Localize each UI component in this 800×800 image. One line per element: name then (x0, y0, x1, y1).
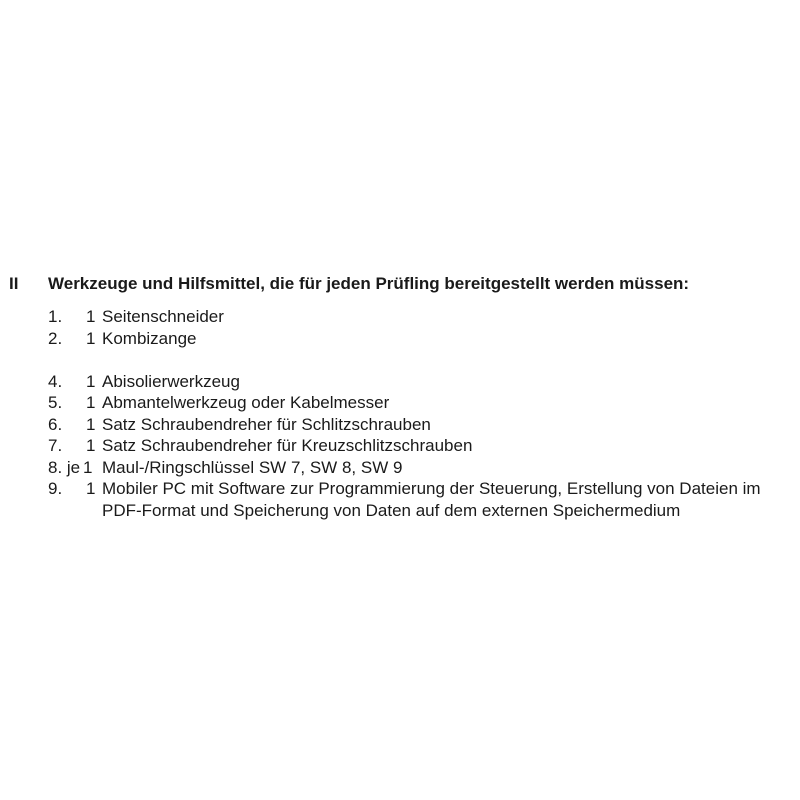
item-text: Abisolierwerkzeug (102, 371, 240, 391)
item-number: 2. (48, 328, 63, 348)
tool-list (0, 306, 800, 521)
item-text: Satz Schraubendreher für Schlitzschrauben (102, 414, 431, 434)
item-number: 6. (48, 414, 63, 434)
item-quantity: 1 (83, 457, 93, 477)
list-item (0, 371, 800, 393)
item-quantity: 1 (86, 479, 96, 498)
item-quantity: 1 (86, 371, 96, 391)
list-item (0, 414, 800, 436)
item-text: Maul-/Ringschlüssel SW 7, SW 8, SW 9 (102, 457, 403, 477)
item-quantity: 1 (86, 328, 96, 348)
item-number: 1. (48, 307, 63, 326)
list-item (0, 457, 800, 479)
item-text: Mobiler PC mit Software zur Programmierung der Steuerung, Erstellung von Dateien im PDF-Format und Speicherung von Daten auf dem externen Speichermedium (102, 479, 761, 520)
item-text: Kombizange (102, 328, 197, 348)
item-number: 8. je (48, 457, 81, 477)
item-number: 5. (48, 393, 63, 412)
list-item (0, 392, 800, 414)
item-text: Satz Schraubendreher für Kreuzschlitzschrauben (102, 436, 473, 455)
item-text: Seitenschneider (102, 307, 224, 326)
list-item (0, 435, 800, 457)
section-number: II (9, 274, 19, 293)
list-item (0, 328, 800, 350)
item-number: 7. (48, 436, 63, 455)
item-quantity: 1 (86, 436, 96, 455)
list-item (0, 306, 800, 328)
item-text: Abmantelwerkzeug oder Kabelmesser (102, 393, 390, 412)
item-quantity: 1 (86, 393, 96, 412)
section-title: Werkzeuge und Hilfsmittel, die für jeden Prüfling bereitgestellt werden müssen: (48, 274, 690, 293)
item-number: 4. (48, 371, 63, 391)
item-number: 9. (48, 479, 63, 498)
item-quantity: 1 (86, 414, 96, 434)
item-quantity: 1 (86, 307, 96, 326)
list-item (0, 478, 800, 521)
